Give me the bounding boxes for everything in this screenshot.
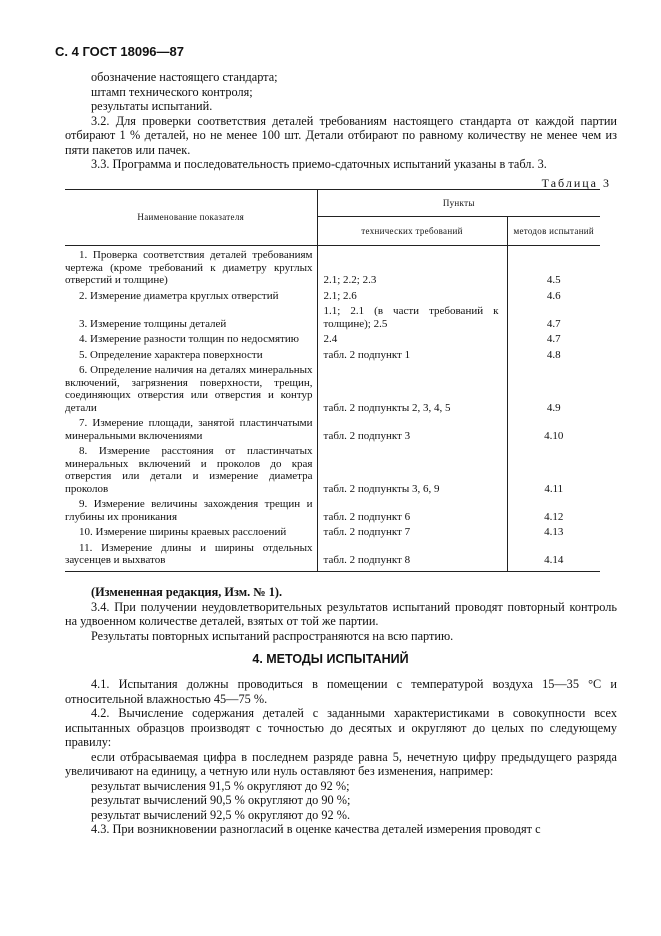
indicator-cell: 5. Определение характера поверхности bbox=[79, 348, 263, 361]
indicator-cell: 1. Проверка соответствия деталей требованиям чертежа (кроме требований к диаметру круглых отверстий и толщине) bbox=[65, 249, 313, 286]
method-cell: 4.12 bbox=[507, 495, 600, 523]
method-cell: 4.6 bbox=[507, 287, 600, 303]
tech-req-cell: табл. 2 подпункты 3, 6, 9 bbox=[317, 442, 507, 495]
paragraph-4-1: 4.1. Испытания должны проводиться в помещении с температурой воздуха 15—35 °С и относительной влажностью 45—75 %. bbox=[65, 677, 617, 706]
indicator-cell: 11. Измерение длины и ширины отдельных заусенцев и выхватов bbox=[65, 539, 317, 572]
after-table-block bbox=[65, 585, 617, 643]
intro-line: результаты испытаний. bbox=[91, 99, 213, 113]
section-4-block bbox=[65, 677, 617, 837]
intro-line: штамп технического контроля; bbox=[91, 84, 253, 99]
tech-req-cell: табл. 2 подпункт 1 bbox=[317, 346, 507, 362]
example-line: результат вычислений 90,5 % округляют до 90 %; bbox=[91, 793, 351, 807]
indicator-cell: 10. Измерение ширины краевых расслоений bbox=[79, 526, 287, 538]
column-header-tech: технических требований bbox=[317, 217, 507, 246]
table-row bbox=[65, 523, 600, 539]
indicator-cell: 3. Измерение толщины деталей bbox=[79, 317, 227, 330]
tech-req-cell: 2.4 bbox=[317, 330, 507, 346]
paragraph-3-4: 3.4. При получении неудовлетворительных результатов испытаний проводят повторный контроль на удвоенном количестве деталей, взятых от той же партии. bbox=[65, 599, 617, 628]
tech-req-cell: табл. 2 подпункт 3 bbox=[317, 414, 507, 442]
page-header: С. 4 ГОСТ 18096—87 bbox=[55, 44, 184, 59]
table-3 bbox=[65, 189, 600, 572]
column-header-name: Наименование показателя bbox=[65, 190, 317, 246]
tech-req-cell: табл. 2 подпункты 2, 3, 4, 5 bbox=[317, 361, 507, 414]
table-row bbox=[65, 495, 600, 523]
column-header-group: Пункты bbox=[317, 190, 600, 217]
paragraph-3-2: 3.2. Для проверки соответствия деталей требованиям настоящего стандарта от каждой партии отбирают 1 % деталей, но не менее 100 шт. Детали отбирают по равному количеству не менее чем из пяти пакетов или пачек. bbox=[65, 113, 617, 157]
method-cell: 4.11 bbox=[507, 442, 600, 495]
method-cell: 4.5 bbox=[507, 246, 600, 287]
tech-req-cell: табл. 2 подпункт 6 bbox=[317, 495, 507, 523]
indicator-cell: 8. Измерение расстояния от пластинчатых минеральных включений и проколов до края отверстия или детали и измерение диаметра проколов bbox=[65, 445, 313, 495]
intro-line: обозначение настоящего стандарта; bbox=[91, 70, 278, 84]
method-cell: 4.13 bbox=[507, 523, 600, 539]
tech-req-cell: табл. 2 подпункт 8 bbox=[317, 539, 507, 572]
table-row bbox=[65, 361, 600, 414]
indicator-cell: 9. Измерение величины захождения трещин и глубины их проникания bbox=[65, 498, 313, 523]
table-row bbox=[65, 330, 600, 346]
tech-req-cell: 1.1; 2.1 (в части требований к толщине); 2.5 bbox=[317, 302, 507, 330]
method-cell: 4.10 bbox=[507, 414, 600, 442]
example-line: результат вычислений 92,5 % округляют до 92 %. bbox=[91, 807, 351, 822]
table-row bbox=[65, 414, 600, 442]
section-title: 4. МЕТОДЫ ИСПЫТАНИЙ bbox=[252, 652, 409, 666]
table-row bbox=[65, 287, 600, 303]
indicator-cell: 7. Измерение площади, занятой пластинчатыми минеральными включениями bbox=[65, 417, 313, 442]
method-cell: 4.8 bbox=[507, 346, 600, 362]
table-row bbox=[65, 346, 600, 362]
column-header-method: методов испытаний bbox=[507, 217, 600, 246]
paragraph-3-3: 3.3. Программа и последовательность приемо-сдаточных испытаний указаны в табл. 3. bbox=[91, 157, 547, 171]
table-row bbox=[65, 246, 600, 287]
paragraph-4-2-rule: если отбрасываемая цифра в последнем разряде равна 5, нечетную цифру предыдущего разряда увеличивают на единицу, а четную или нуль оставляют без изменения, например: bbox=[65, 749, 617, 778]
paragraph-4-3: 4.3. При возникновении разногласий в оценке качества деталей измерения проводят с bbox=[91, 822, 541, 836]
indicator-cell: 4. Измерение разности толщин по недосмятию bbox=[79, 333, 299, 345]
method-cell: 4.14 bbox=[507, 539, 600, 572]
method-cell: 4.9 bbox=[507, 361, 600, 414]
tech-req-cell: табл. 2 подпункт 7 bbox=[317, 523, 507, 539]
paragraph-3-4-continued: Результаты повторных испытаний распространяются на всю партию. bbox=[91, 628, 454, 643]
table-caption: Таблица 3 bbox=[541, 176, 611, 190]
paragraph-4-2: 4.2. Вычисление содержания деталей с заданными характеристиками в совокупности всех испытанных образцов производят с точностью до десятых и округляют до целых по следующему правилу: bbox=[65, 706, 617, 749]
tech-req-cell: 2.1; 2.6 bbox=[317, 287, 507, 303]
table-row bbox=[65, 302, 600, 330]
indicator-cell: 2. Измерение диаметра круглых отверстий bbox=[79, 289, 279, 302]
table-row bbox=[65, 442, 600, 495]
method-cell: 4.7 bbox=[507, 302, 600, 330]
table-row bbox=[65, 539, 600, 572]
change-note: (Измененная редакция, Изм. № 1). bbox=[91, 585, 283, 599]
tech-req-cell: 2.1; 2.2; 2.3 bbox=[317, 246, 507, 287]
example-line: результат вычисления 91,5 % округляют до 92 %; bbox=[91, 778, 350, 793]
method-cell: 4.7 bbox=[507, 330, 600, 346]
intro-block bbox=[65, 70, 617, 172]
indicator-cell: 6. Определение наличия на деталях минеральных включений, загрязнения поверхности, трещин, соединяющих отверстия или отверстия и контур детали bbox=[65, 364, 313, 414]
